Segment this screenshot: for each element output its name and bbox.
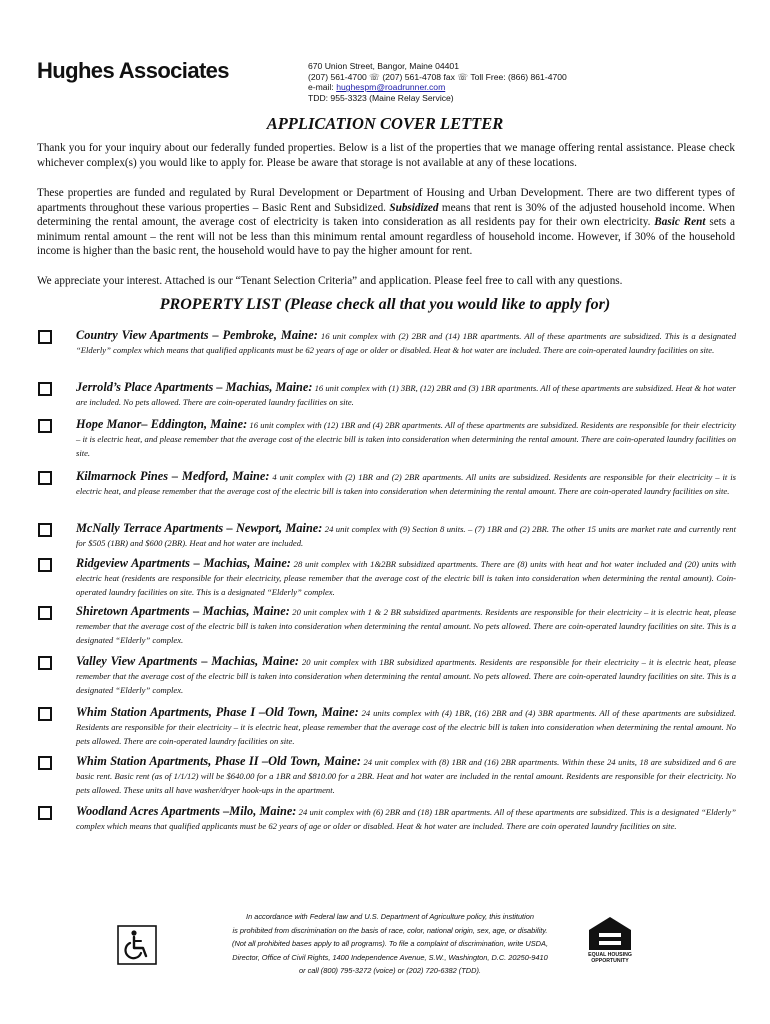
tollfree-number: Toll Free: (866) 861-4700 xyxy=(470,71,567,82)
property-text xyxy=(76,328,736,357)
funding-paragraph xyxy=(37,186,735,259)
property-text xyxy=(76,417,736,461)
document-title: APPLICATION COVER LETTER xyxy=(266,114,504,133)
property-description: 16 unit complex with (12) 1BR and (4) 2BR apartments. All of these apartments are subsidized. Residents are responsible for their electricity – it is electric heat, and please remember that the average cost of the electric bill is taken into consideration when determining the rental amount. There are coin-operated laundry facilities on site. xyxy=(76,420,736,459)
property-name: Jerrold’s Place Apartments – Machias, Maine: xyxy=(76,380,313,394)
property-checkbox[interactable] xyxy=(38,330,52,344)
phone-icon: ☏ xyxy=(369,71,380,82)
property-name: Shiretown Apartments – Machias, Maine: xyxy=(76,604,290,618)
funding-text-2: means that rent is 30% of the adjusted household income. When determining the rental amount, the average cost of electricity is taken into consideration as all residents pay for their own electricity. xyxy=(37,201,736,229)
property-checkbox[interactable] xyxy=(38,606,52,620)
email-line xyxy=(308,82,567,93)
property-name: Hope Manor– Eddington, Maine: xyxy=(76,417,248,431)
contact-block xyxy=(308,61,567,103)
fax-number: (207) 561-4708 fax xyxy=(382,71,455,82)
property-description: 16 unit complex with (1) 3BR, (12) 2BR and (3) 1BR apartments. All of these apartments are subsidized. Heat & hot water are included. No pets allowed. There are coin-operated laundry facilities on site. xyxy=(76,383,736,408)
property-checkbox[interactable] xyxy=(38,523,52,537)
basic-rent-term: Basic Rent xyxy=(654,216,706,229)
wheelchair-icon xyxy=(117,925,157,965)
property-text xyxy=(76,556,736,600)
company-name: Hughes Associates xyxy=(37,58,229,83)
nondiscrimination-statement xyxy=(200,910,580,978)
funding-text-1: These properties are funded and regulated by Rural Development or Department of Housing and Urban Development. There are two different types of apartments throughout these various properties – Basic Rent and Subsidized. xyxy=(37,187,735,214)
email-link[interactable]: hughespm@roadrunner.com xyxy=(336,82,446,93)
phone-icon: ☏ xyxy=(457,71,469,82)
subsidized-term: Subsidized xyxy=(389,201,439,214)
property-description: 24 units complex with (4) 1BR, (16) 2BR and (4) 3BR apartments. All of these apartments are subsidized. Residents are responsible for their electricity – it is electric heat, please remember that the average cost of the electric bill is taken into consideration when determining the rental amount. No pets allowed. There are coin-operated laundry facilities on site. xyxy=(76,708,737,747)
property-description: 20 unit complex with 1 & 2 BR subsidized apartments. Residents are responsible for their electricity – it is electric heat, please remember that the average cost of the electric bill is taken into consideration when determining the rental amount. No pets allowed. There are coin-operated laundry facilities on site. This is a designated “Elderly” complex. xyxy=(76,607,736,646)
intro-paragraph: Thank you for your inquiry about our federally funded properties. Below is a list of the properties that we manage offering rental assistance. Please check whichever complex(s) you would like to apply for. Please be aware that storage is not available at any of these locations. xyxy=(37,142,735,169)
property-text xyxy=(76,604,736,648)
property-checkbox[interactable] xyxy=(38,707,52,721)
property-description: 24 unit complex with (8) 1BR and (16) 2BR apartments. Within these 24 units, 18 are subsidized and 6 are basic rent. Basic rent (as of 1/1/12) will be $640.00 for a 1BR and $810.00 for a 2BR. Heat and hot water are included in the rental amount. Residents are responsible for their electricity. No pets allowed. These units all have washer/dryer hook-ups in the apartment. xyxy=(76,757,736,796)
property-text xyxy=(76,654,736,698)
property-description: 24 unit complex with (6) 2BR and (18) 1BR apartments. All of these apartments are subsidized. This is a designated “Elderly” complex which means that qualified applicants must be 62 years of age or older or disabled. Heat & hot water are included. There are coin operated laundry facilities on site. xyxy=(76,807,736,832)
property-text xyxy=(76,804,736,833)
property-checkbox[interactable] xyxy=(38,558,52,572)
property-text xyxy=(76,469,736,498)
footer-line: or call (800) 795-3272 (voice) or (202) 720-6382 (TDD). xyxy=(299,966,481,975)
property-description: 16 unit complex with (2) 2BR and (14) 1BR apartments. All of these apartments are subsidized. This is a designated “Elderly” complex which means that qualified applicants must be 62 years of age or older or disabled. Heat & hot water are included. There are coin-operated laundry facilities on site. xyxy=(76,331,736,356)
property-checkbox[interactable] xyxy=(38,419,52,433)
property-description: 20 unit complex with 1BR subsidized apartments. Residents are responsible for their electricity – it is electric heat, please remember that the average cost of the electric bill is taken into consideration when determining the rental amount. No pets allowed. There are coin-operated laundry facilities on site. This is a designated “Elderly” complex. xyxy=(76,657,736,696)
property-name: Whim Station Apartments, Phase I –Old Town, Maine: xyxy=(76,705,359,719)
property-text xyxy=(76,705,736,749)
property-checkbox[interactable] xyxy=(38,756,52,770)
property-name: Valley View Apartments – Machias, Maine: xyxy=(76,654,300,668)
property-text xyxy=(76,521,736,550)
property-name: Whim Station Apartments, Phase II –Old Town, Maine: xyxy=(76,754,361,768)
property-name: McNally Terrace Apartments – Newport, Maine: xyxy=(76,521,323,535)
eho-line: OPPORTUNITY xyxy=(591,958,629,964)
property-checkbox[interactable] xyxy=(38,382,52,396)
footer-line: Director, Office of Civil Rights, 1400 Independence Avenue, S.W., Washington, D.C. 20250-9410 xyxy=(232,952,548,962)
eho-line: EQUAL HOUSING xyxy=(588,952,632,958)
property-description: 4 unit complex with (2) 1BR and (2) 2BR apartments. All units are subsidized. Residents are responsible for their electricity – it is electric heat, and please remember that the average cost of the electric bill is taken into consideration when determining the rental amount. There are coin-operated laundry facilities on site. xyxy=(76,472,736,497)
property-name: Kilmarnock Pines – Medford, Maine: xyxy=(76,469,270,483)
property-description: 24 unit complex with (9) Section 8 units. – (7) 1BR and (2) 2BR. The other 15 units are market rate and currently rent for $505 (1BR) and $600 (2BR). Heat and hot water are included. xyxy=(76,524,736,549)
property-text xyxy=(76,754,736,798)
footer-line: (Not all prohibited bases apply to all programs). To file a complaint of discrimination, write USDA, xyxy=(231,939,549,948)
footer-line: is prohibited from discrimination on the basis of race, color, national origin, sex, age, or disability. xyxy=(232,925,548,935)
email-label: e-mail: xyxy=(308,82,337,93)
address-line: 670 Union Street, Bangor, Maine 04401 xyxy=(308,61,459,71)
equal-housing-caption xyxy=(584,952,636,964)
property-checkbox[interactable] xyxy=(38,806,52,820)
property-description: 28 unit complex with 1&2BR subsidized apartments. There are (8) units with heat and hot water included and (20) units with electric heat (residents are responsible for their electricity, please remember that the average cost of the electric bill is taken into consideration when determining the rental amount). Coin-operated laundry facilities on site. This is a designated “Elderly” complex. xyxy=(76,559,737,598)
footer-line: In accordance with Federal law and U.S. Department of Agriculture policy, this institution xyxy=(246,912,534,921)
property-text xyxy=(76,380,736,409)
property-name: Ridgeview Apartments – Machias, Maine: xyxy=(76,556,291,570)
closing-paragraph: We appreciate your interest. Attached is our “Tenant Selection Criteria” and application. Please feel free to call with any questions. xyxy=(37,275,623,287)
phone-line xyxy=(308,72,567,83)
property-name: Country View Apartments – Pembroke, Maine: xyxy=(76,328,318,342)
phone-number: (207) 561-4700 xyxy=(308,71,367,82)
property-name: Woodland Acres Apartments –Milo, Maine: xyxy=(76,804,297,818)
property-list-title: PROPERTY LIST (Please check all that you would like to apply for) xyxy=(159,296,611,313)
funding-text-3: sets a minimum rental amount – the rent will not be less than this minimum rental amount regardless of household income. However, if 30% of the household income is higher than the basic rent, the household would have to pay the higher amount for rent. xyxy=(37,216,735,258)
tdd-line: TDD: 955-3323 (Maine Relay Service) xyxy=(308,92,454,103)
property-checkbox[interactable] xyxy=(38,471,52,485)
property-checkbox[interactable] xyxy=(38,656,52,670)
